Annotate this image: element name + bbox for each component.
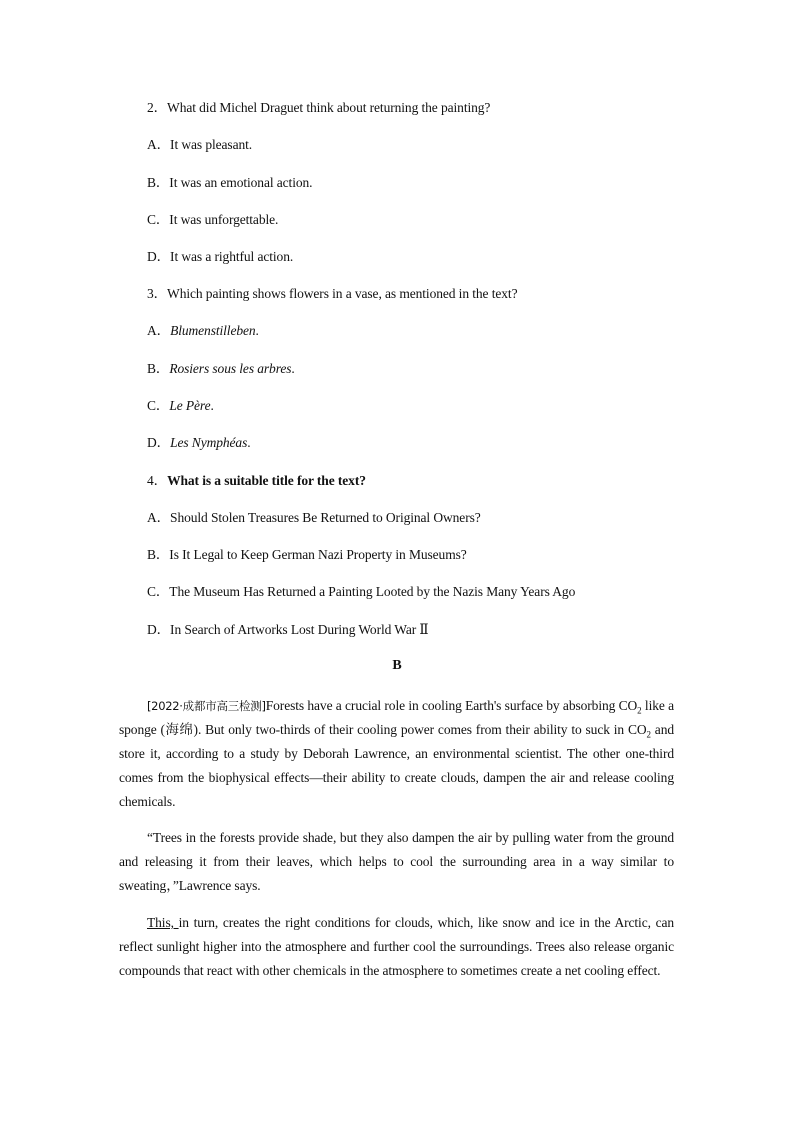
question-4-option-d: D．In Search of Artworks Lost During World War Ⅱ (147, 622, 429, 637)
co2-subscript: 2 (637, 705, 642, 716)
p1-text-1: Forests have a crucial role in cooling Earth's surface by absorbing CO (265, 698, 638, 713)
question-3-option-d (147, 434, 251, 452)
question-2-option-d: D．It was a rightful action. (147, 249, 294, 264)
option-suffix: . (247, 435, 251, 450)
question-number: 4． (147, 473, 168, 488)
painting-title: Le Père (169, 398, 211, 413)
source-tag: [2022·成都市高三检测] (147, 699, 266, 713)
option-suffix: . (291, 361, 295, 376)
question-4-option-a: A．Should Stolen Treasures Be Returned to Original Owners? (147, 510, 481, 525)
painting-title: Blumenstilleben (170, 323, 256, 338)
question-4-stem (147, 472, 366, 490)
passage-paragraph-3 (119, 911, 674, 983)
question-3-stem: 3．Which painting shows flowers in a vase, as mentioned in the text? (147, 286, 518, 301)
co2-subscript: 2 (646, 729, 651, 740)
passage-paragraph-1 (119, 694, 674, 814)
question-2-option-b: B．It was an emotional action. (147, 175, 313, 190)
question-2-option-c: C．It was unforgettable. (147, 212, 279, 227)
passage-paragraph-2: “Trees in the forests provide shade, but they also dampen the air by pulling water from the ground and releasing it from their leaves, which helps to cool the surrounding area in a way similar to sweating，”Lawrence says. (119, 830, 674, 893)
option-letter: C． (147, 398, 170, 413)
question-3-option-a (147, 322, 259, 340)
option-letter: A． (147, 323, 171, 338)
p1-text-2: like a sponge (海绵). But only two-thirds of their cooling power comes from their ability to suck in CO (119, 698, 674, 737)
question-4-option-b: B．Is It Legal to Keep German Nazi Property in Museums? (147, 547, 467, 562)
painting-title: Les Nymphéas (170, 435, 248, 450)
question-2-option-a: A．It was pleasant. (147, 137, 253, 152)
option-letter: D． (147, 435, 171, 450)
painting-title: Rosiers sous les arbres (169, 361, 292, 376)
p3-text: in turn, creates the right conditions for clouds, which, like snow and ice in the Arctic, can reflect sunlight higher into the atmosphere and further cool the surroundings. Trees also release organic compounds that react with other chemicals in the atmosphere to sometimes create a net cooling effect. (119, 915, 674, 978)
question-3-option-b (147, 360, 295, 378)
question-text: What is a suitable title for the text? (167, 473, 366, 488)
question-2-stem: 2．What did Michel Draguet think about returning the painting? (147, 100, 491, 115)
section-heading: B (392, 658, 402, 673)
option-letter: B． (147, 361, 170, 376)
question-4-option-c: C．The Museum Has Returned a Painting Looted by the Nazis Many Years Ago (147, 584, 576, 599)
option-suffix: . (255, 323, 259, 338)
question-3-option-c (147, 397, 214, 415)
p1-text-3: and store it, according to a study by Deborah Lawrence, an environmental scientist. The other one-third comes from the biophysical effects—their ability to create clouds, dampen the air and release cooling chemicals. (119, 722, 674, 809)
underlined-word: This, (147, 915, 179, 930)
option-suffix: . (210, 398, 214, 413)
